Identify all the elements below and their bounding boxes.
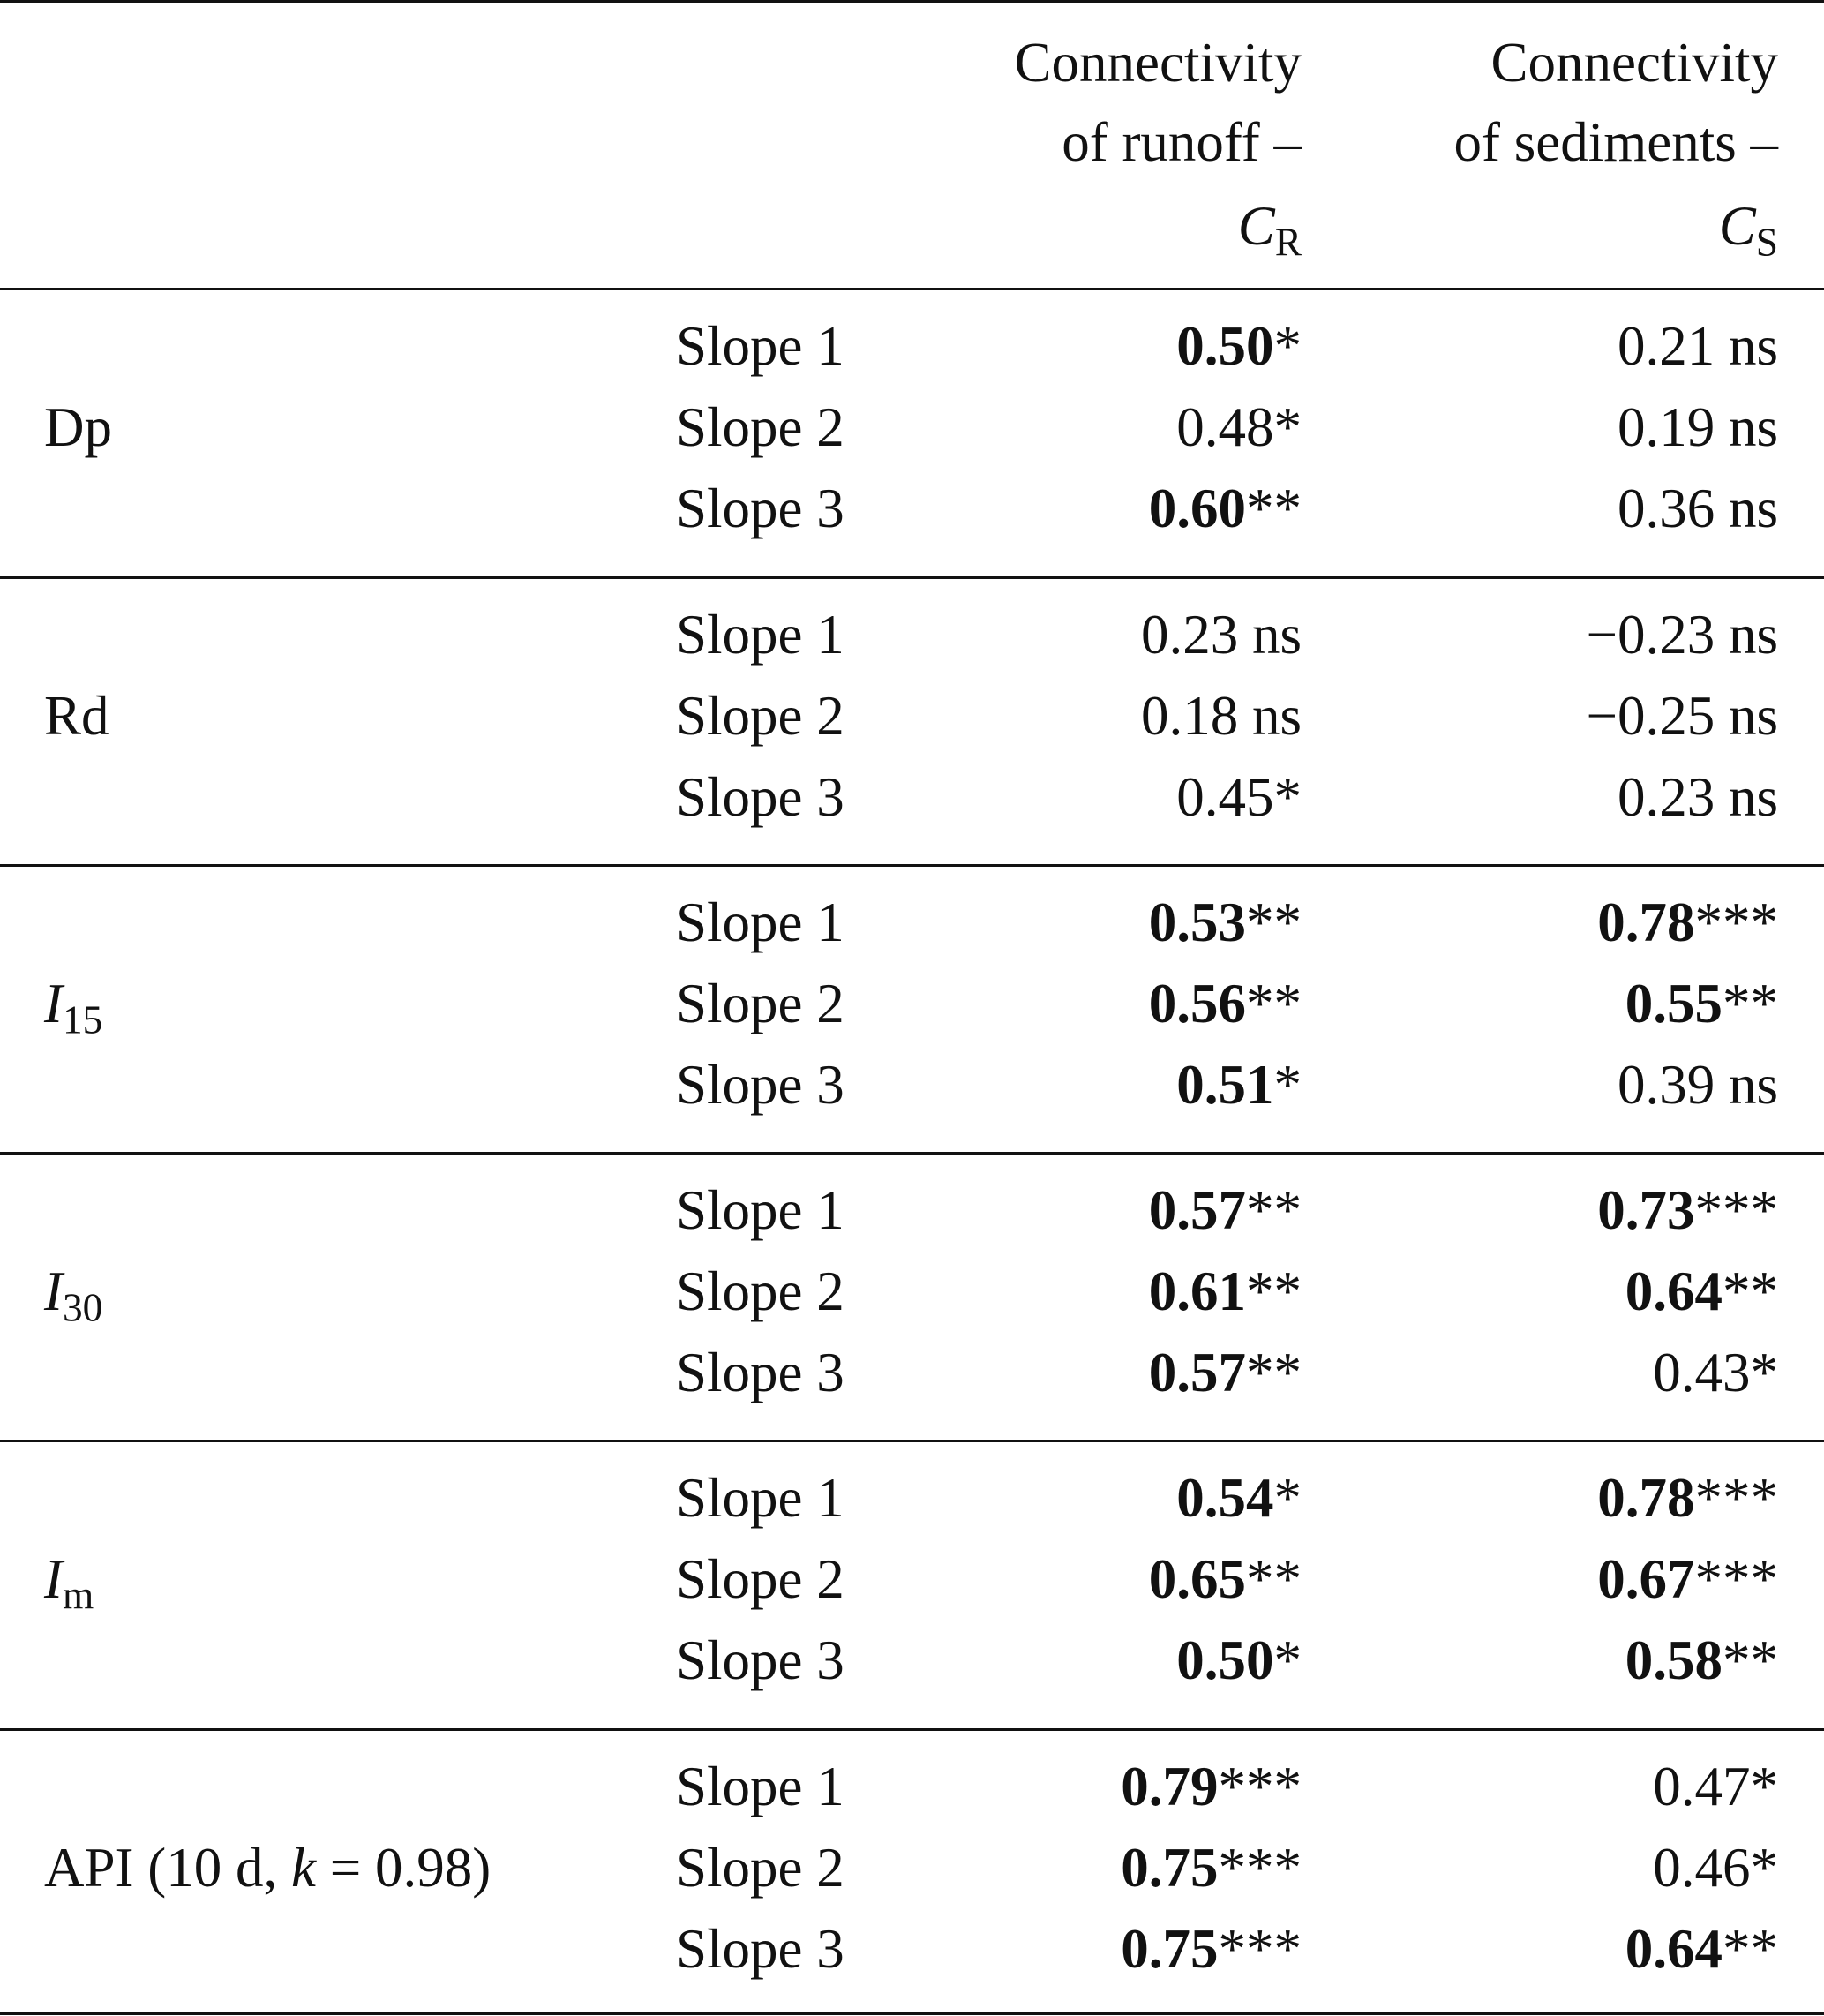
group-rule bbox=[0, 288, 1824, 290]
sediment-value: 0.64** bbox=[1625, 1918, 1778, 1980]
sediment-value: 0.47* bbox=[1653, 1756, 1778, 1817]
runoff-value: 0.50* bbox=[1176, 1629, 1302, 1691]
slope-label: Slope 2 bbox=[676, 396, 844, 458]
slope-label: Slope 3 bbox=[676, 1054, 844, 1116]
sediment-value: 0.73*** bbox=[1597, 1179, 1778, 1241]
sediment-value: 0.78*** bbox=[1597, 1467, 1778, 1529]
slope-label: Slope 2 bbox=[676, 1837, 844, 1899]
slope-label: Slope 3 bbox=[676, 766, 844, 828]
runoff-value: 0.75*** bbox=[1121, 1918, 1302, 1980]
sediment-value: 0.64** bbox=[1625, 1260, 1778, 1322]
sediment-value: −0.23 ns bbox=[1586, 604, 1778, 666]
header-runoff-line2: of runoff – bbox=[1062, 111, 1302, 173]
sediment-value: 0.19 ns bbox=[1617, 396, 1778, 458]
bottom-rule bbox=[0, 2012, 1824, 2015]
sediment-value: 0.23 ns bbox=[1617, 766, 1778, 828]
slope-label: Slope 3 bbox=[676, 1918, 844, 1980]
sediment-value: 0.21 ns bbox=[1617, 315, 1778, 377]
runoff-value: 0.79*** bbox=[1121, 1756, 1302, 1817]
group-rule bbox=[0, 1152, 1824, 1155]
runoff-value: 0.57** bbox=[1148, 1179, 1302, 1241]
slope-label: Slope 2 bbox=[676, 685, 844, 747]
runoff-value: 0.61** bbox=[1148, 1260, 1302, 1322]
top-rule bbox=[0, 0, 1824, 3]
sediment-value: 0.43* bbox=[1653, 1342, 1778, 1403]
header-sediments-symbol: $C_S$ bbox=[1718, 195, 1778, 265]
slope-label: Slope 1 bbox=[676, 1756, 844, 1817]
slope-label: Slope 2 bbox=[676, 1548, 844, 1610]
header-runoff-line1: Connectivity bbox=[1014, 32, 1302, 94]
runoff-value: 0.75*** bbox=[1121, 1837, 1302, 1899]
header-runoff-symbol: $C_R$ bbox=[1237, 195, 1302, 265]
runoff-value: 0.53** bbox=[1148, 891, 1302, 953]
slope-label: Slope 2 bbox=[676, 973, 844, 1034]
runoff-value: 0.57** bbox=[1148, 1342, 1302, 1403]
slope-label: Slope 1 bbox=[676, 1179, 844, 1241]
sediment-value: 0.36 ns bbox=[1617, 478, 1778, 539]
sediment-value: 0.39 ns bbox=[1617, 1054, 1778, 1116]
variable-label: $I_{30}$ bbox=[44, 1260, 103, 1330]
slope-label: Slope 3 bbox=[676, 1342, 844, 1403]
slope-label: Slope 1 bbox=[676, 315, 844, 377]
header-sediments-line1: Connectivity bbox=[1490, 32, 1778, 94]
runoff-value: 0.48* bbox=[1176, 396, 1302, 458]
runoff-value: 0.60** bbox=[1148, 478, 1302, 539]
sediment-value: 0.55** bbox=[1625, 973, 1778, 1034]
group-rule bbox=[0, 576, 1824, 579]
runoff-value: 0.50* bbox=[1176, 315, 1302, 377]
header-sediments-line2: of sediments – bbox=[1453, 111, 1778, 173]
slope-label: Slope 1 bbox=[676, 1467, 844, 1529]
runoff-value: 0.65** bbox=[1148, 1548, 1302, 1610]
group-rule bbox=[0, 1728, 1824, 1731]
variable-label: Rd bbox=[44, 685, 109, 747]
slope-label: Slope 3 bbox=[676, 1629, 844, 1691]
sediment-value: 0.67*** bbox=[1597, 1548, 1778, 1610]
group-rule bbox=[0, 864, 1824, 867]
runoff-value: 0.56** bbox=[1148, 973, 1302, 1034]
variable-label: API (10 d, k = 0.98) bbox=[44, 1837, 492, 1899]
slope-label: Slope 2 bbox=[676, 1260, 844, 1322]
runoff-value: 0.54* bbox=[1176, 1467, 1302, 1529]
runoff-value: 0.51* bbox=[1176, 1054, 1302, 1116]
sediment-value: 0.58** bbox=[1625, 1629, 1778, 1691]
variable-label: $I_{15}$ bbox=[44, 973, 103, 1042]
sediment-value: 0.46* bbox=[1653, 1837, 1778, 1899]
sediment-value: −0.25 ns bbox=[1586, 685, 1778, 747]
group-rule bbox=[0, 1440, 1824, 1442]
runoff-value: 0.45* bbox=[1176, 766, 1302, 828]
sediment-value: 0.78*** bbox=[1597, 891, 1778, 953]
variable-label: $I_m$ bbox=[44, 1548, 94, 1618]
runoff-value: 0.23 ns bbox=[1140, 604, 1302, 666]
variable-label: Dp bbox=[44, 396, 112, 458]
slope-label: Slope 1 bbox=[676, 604, 844, 666]
runoff-value: 0.18 ns bbox=[1140, 685, 1302, 747]
slope-label: Slope 3 bbox=[676, 478, 844, 539]
slope-label: Slope 1 bbox=[676, 891, 844, 953]
